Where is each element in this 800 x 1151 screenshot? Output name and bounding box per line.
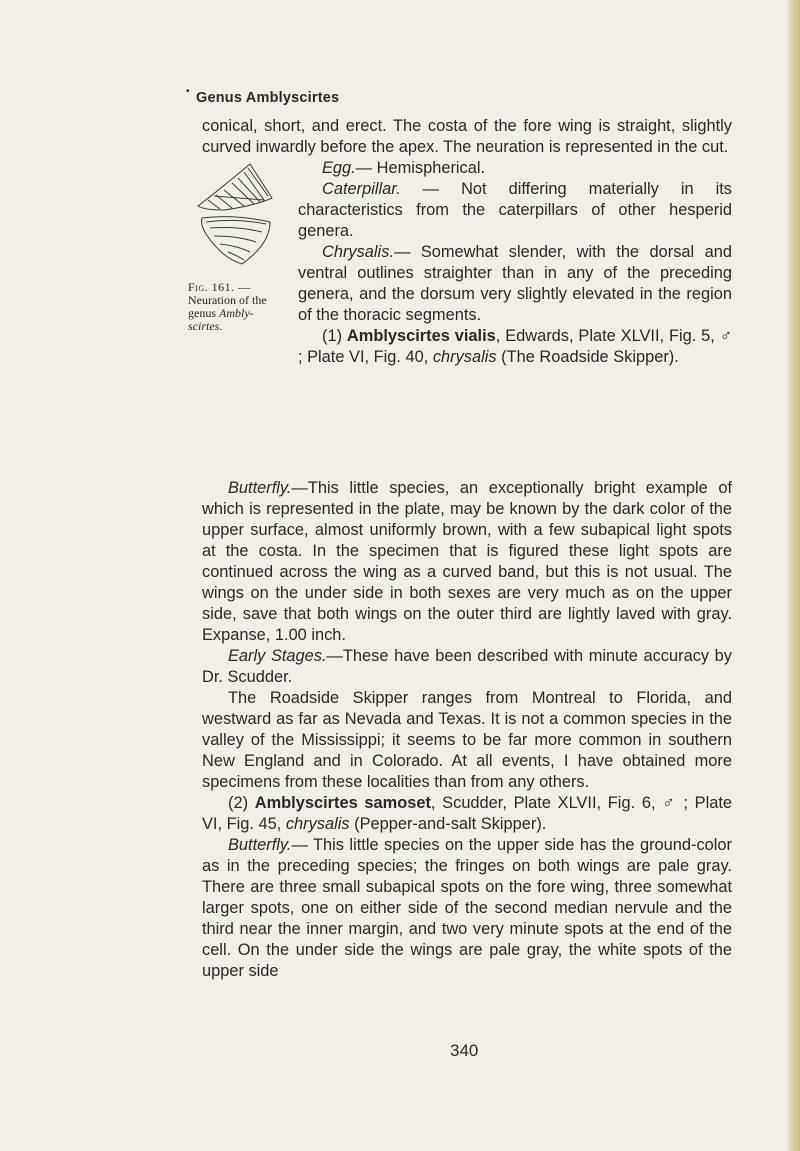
figure-caption-genus: Ambly-scirtes [188, 306, 254, 333]
body-text [188, 116, 732, 982]
caterpillar-text: — Not differing materially in its characteristics from the caterpillars of other hesperid genera. [298, 180, 732, 240]
figure-caption [188, 281, 280, 333]
page-number: 340 [450, 1041, 479, 1060]
butterfly-1-text: —This little species, an exceptionally bright example of which is represented in the plate, may be known by the dark color of the upper surface, almost uniformly brown, with a few subapical light spots at the costa. In the specimen that is figured these light spots are continued across the wing as a curved band, but this is not usual. The wings on the under side in both sexes are very much as on the upper side, save that both wings on the outer third are lightly laved with gray. Expanse, 1.00 inch. [202, 479, 732, 644]
egg-text: — Hemispherical. [355, 159, 486, 177]
running-head: Genus Amblyscirtes [196, 90, 340, 106]
species-1-name: Amblyscirtes vialis [346, 327, 496, 345]
species-1-number: (1) [322, 327, 347, 345]
range-paragraph: The Roadside Skipper ranges from Montreal to Florida, and westward as far as Nevada and Texas. It is not a common species in the valley of the Mississippi; it seems to be far more common in southern New England and in Colorado. At all events, I have obtained more specimens from these localities than from any others. [202, 689, 732, 791]
species-2-name: Amblyscirtes samoset [254, 794, 431, 812]
chrysalis-paragraph [298, 242, 732, 326]
early-stages-paragraph [202, 646, 732, 688]
species-1-common-name: (The Roadside Skipper). [496, 348, 679, 366]
remaining-text [202, 478, 732, 982]
butterfly-2-text: — This little species on the upper side has the ground-color as in the preceding species; the fringes on both wings are pale gray. There are three small subapical spots on the fore wing, three somewhat larger spots, one on either side of the second median nervule and the third near the inner margin, and two very minute spots at the end of the cell. On the under side the wings are pale gray, the white spots of the upper side [202, 836, 732, 980]
butterfly-2-paragraph [202, 835, 732, 982]
intro-paragraph: conical, short, and erect. The costa of the fore wing is straight, slightly curved inwardly before the apex. The neuration is represented in the cut. [202, 117, 732, 156]
species-1-authority: , Edwards, Plate XLVII, Fig. 5, ♂ ; Plate VI, Fig. 40, [298, 327, 732, 366]
species-2-chrysalis-word: chrysalis [285, 815, 350, 833]
species-1-chrysalis-word: chrysalis [432, 348, 497, 366]
bullet-mark: • [186, 86, 190, 97]
species-1-heading [298, 326, 732, 368]
chrysalis-label: Chrysalis. [322, 243, 394, 261]
chrysalis-text: — Somewhat slender, with the dorsal and ventral outlines straighter than in any of the preceding genera, and the dorsum very slightly elevated in the region of the thoracic segments. [298, 243, 732, 324]
early-stages-text: —These have been described with minute accuracy by Dr. Scudder. [202, 647, 732, 686]
butterfly-1-paragraph [202, 478, 732, 646]
species-2-common-name: (Pepper-and-salt Skipper). [349, 815, 547, 833]
egg-paragraph [298, 158, 732, 179]
figure-caption-text: Neuration of the genus [188, 293, 267, 320]
species-2-heading [202, 793, 732, 835]
caterpillar-label: Caterpillar. [322, 180, 401, 198]
wrapped-text [298, 158, 732, 368]
species-2-number: (2) [228, 794, 255, 812]
early-stages-label: Early Stages. [228, 647, 327, 665]
caterpillar-paragraph [298, 179, 732, 242]
butterfly-1-label: Butterfly. [228, 479, 292, 497]
figure-caption-end: . [219, 319, 223, 333]
egg-label: Egg. [322, 159, 356, 177]
figure-wrap-block [188, 158, 732, 478]
butterfly-2-label: Butterfly. [228, 836, 292, 854]
wing-neuration-drawing-icon [194, 162, 276, 274]
figure-number: Fig. 161. — [188, 280, 251, 294]
species-2-authority: , Scudder, Plate XLVII, Fig. 6, ♂ ; Plate VI, Fig. 45, [202, 794, 732, 833]
